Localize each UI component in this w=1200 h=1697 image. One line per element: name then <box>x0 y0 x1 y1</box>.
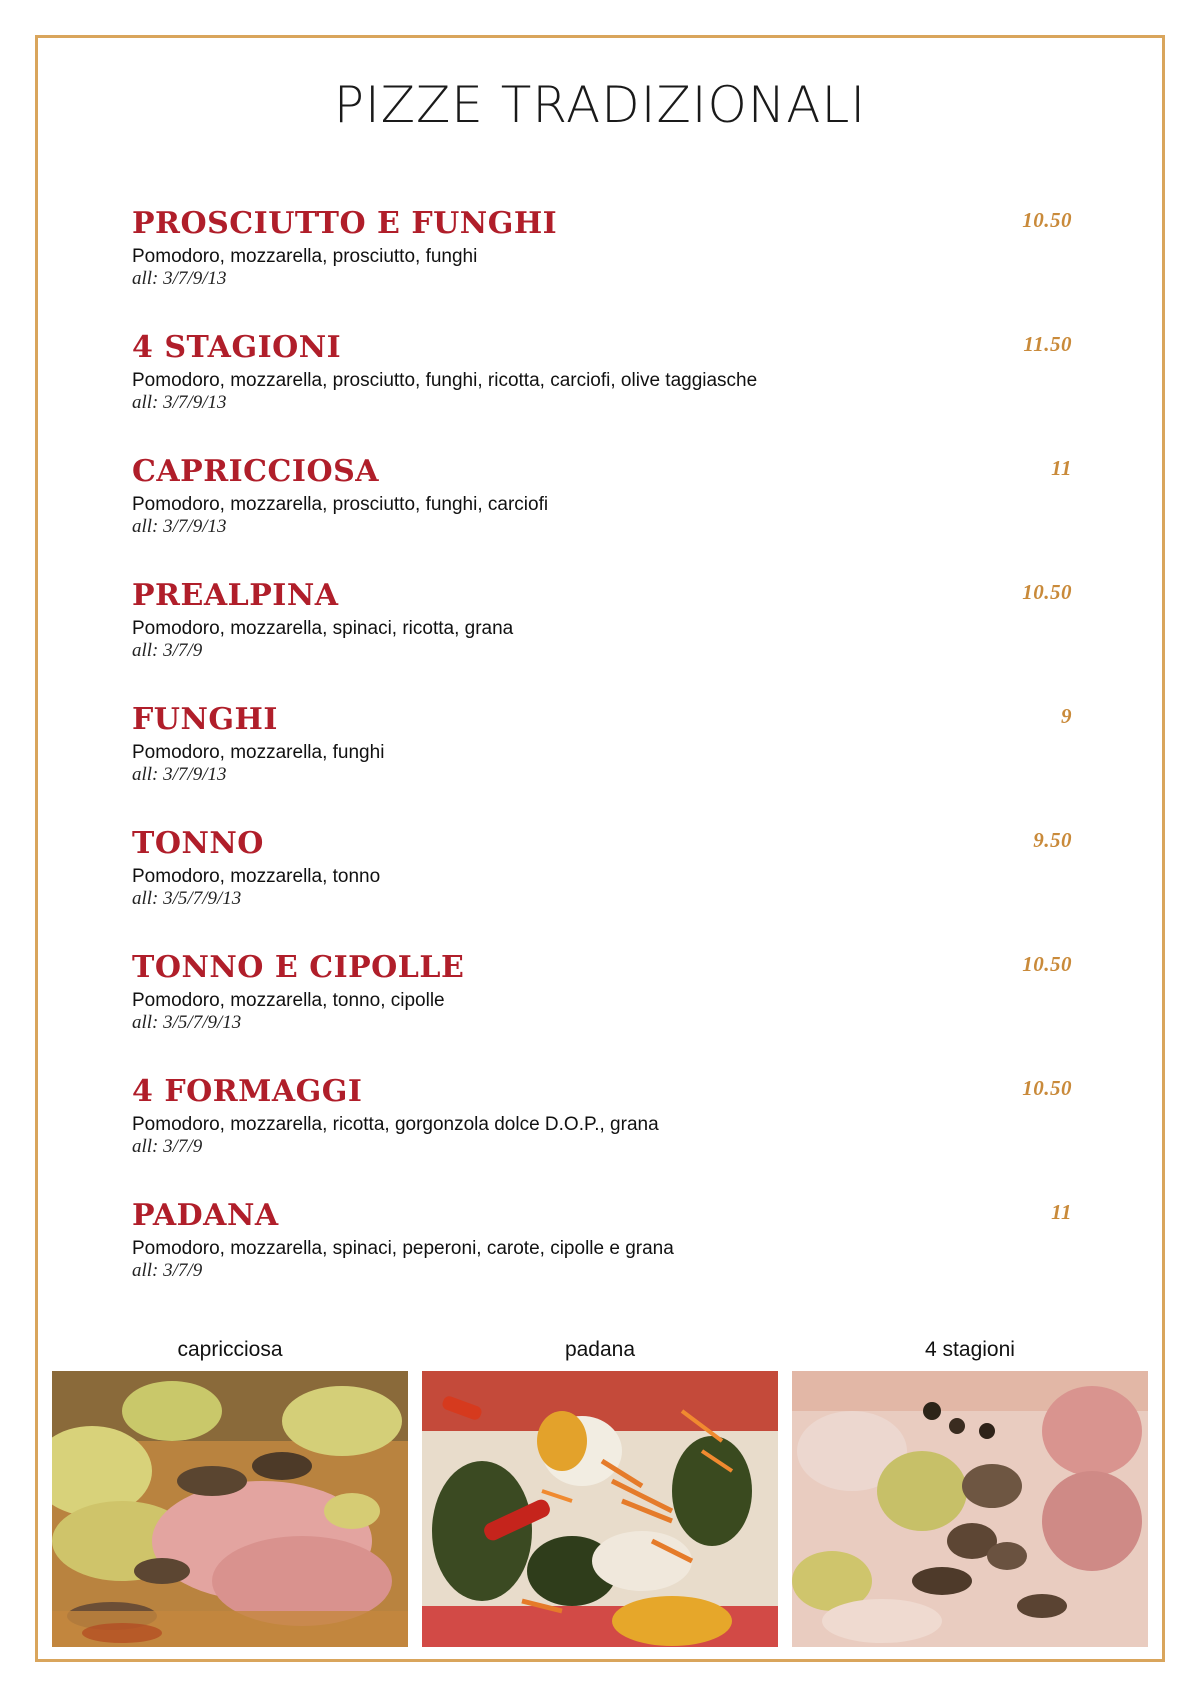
pizza-price: 9.50 <box>1033 828 1072 852</box>
menu-item <box>132 824 1072 948</box>
pizza-capricciosa-photo <box>52 1371 408 1647</box>
menu-item <box>132 700 1072 824</box>
menu-list <box>132 204 1072 1320</box>
pizza-name: 4 FORMAGGI <box>132 1074 363 1109</box>
menu-item <box>132 576 1072 700</box>
photo-card-4-stagioni <box>792 1335 1148 1647</box>
photo-card-capricciosa <box>52 1335 408 1647</box>
photo-caption: 4 stagioni <box>925 1338 1015 1361</box>
pizza-name: PROSCIUTTO E FUNGHI <box>132 206 558 241</box>
pizza-allergens: all: 3/7/9/13 <box>132 516 227 537</box>
pizza-ingredients: Pomodoro, mozzarella, tonno, cipolle <box>132 990 445 1011</box>
pizza-allergens: all: 3/7/9 <box>132 640 203 661</box>
pizza-price: 11 <box>1051 1200 1072 1224</box>
pizza-padana-photo <box>422 1371 778 1647</box>
pizza-ingredients: Pomodoro, mozzarella, funghi <box>132 742 385 763</box>
pizza-ingredients: Pomodoro, mozzarella, tonno <box>132 866 381 887</box>
pizza-allergens: all: 3/7/9/13 <box>132 392 227 413</box>
page-title: PIZZE TRADIZIONALI <box>333 76 867 134</box>
pizza-allergens: all: 3/5/7/9/13 <box>132 1012 242 1033</box>
pizza-ingredients: Pomodoro, mozzarella, prosciutto, funghi, carciofi <box>132 494 549 515</box>
pizza-name: TONNO E CIPOLLE <box>132 950 465 985</box>
menu-item <box>132 948 1072 1072</box>
pizza-name: TONNO <box>132 826 264 861</box>
pizza-name: CAPRICCIOSA <box>132 454 380 489</box>
pizza-name: PADANA <box>132 1198 279 1233</box>
pizza-ingredients: Pomodoro, mozzarella, spinaci, ricotta, grana <box>132 618 514 639</box>
pizza-name: FUNGHI <box>132 702 278 737</box>
pizza-ingredients: Pomodoro, mozzarella, spinaci, peperoni, carote, cipolle e grana <box>132 1238 674 1259</box>
pizza-price: 10.50 <box>1022 952 1072 976</box>
pizza-price: 11 <box>1051 456 1072 480</box>
pizza-name: PREALPINA <box>132 578 339 613</box>
pizza-4-stagioni-photo <box>792 1371 1148 1647</box>
pizza-price: 10.50 <box>1022 580 1072 604</box>
menu-item <box>132 1072 1072 1196</box>
menu-item <box>132 204 1072 328</box>
menu-item <box>132 452 1072 576</box>
pizza-name: 4 STAGIONI <box>132 330 342 365</box>
pizza-allergens: all: 3/7/9/13 <box>132 268 227 289</box>
photo-caption: capricciosa <box>177 1338 283 1361</box>
pizza-price: 11.50 <box>1023 332 1072 356</box>
pizza-allergens: all: 3/7/9 <box>132 1260 203 1281</box>
pizza-allergens: all: 3/7/9 <box>132 1136 203 1157</box>
pizza-allergens: all: 3/5/7/9/13 <box>132 888 242 909</box>
menu-item <box>132 328 1072 452</box>
pizza-ingredients: Pomodoro, mozzarella, prosciutto, funghi, ricotta, carciofi, olive taggiasche <box>132 370 758 391</box>
menu-item <box>132 1196 1072 1320</box>
pizza-price: 10.50 <box>1022 208 1072 232</box>
pizza-price: 9 <box>1061 704 1072 728</box>
pizza-allergens: all: 3/7/9/13 <box>132 764 227 785</box>
pizza-ingredients: Pomodoro, mozzarella, ricotta, gorgonzola dolce D.O.P., grana <box>132 1114 659 1135</box>
pizza-ingredients: Pomodoro, mozzarella, prosciutto, funghi <box>132 246 478 267</box>
pizza-price: 10.50 <box>1022 1076 1072 1100</box>
photo-card-padana <box>422 1335 778 1647</box>
photo-caption: padana <box>564 1338 636 1361</box>
